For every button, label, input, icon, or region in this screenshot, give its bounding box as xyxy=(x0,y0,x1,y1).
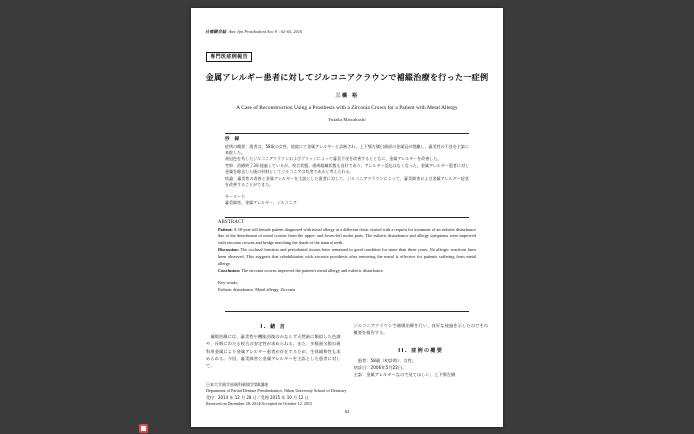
abstract-jp-paragraph: 考察：治療終了3年経過しているが、咬合状態、歯周組織状態も良好であり、アレルギー反応はなくなった。金属アレルギー患者に対し金属を除去した後の材料としてジルコニアは有用であると考えられる。 xyxy=(225,162,469,175)
page-title-en: A Case of Reconstruction Using a Prosthesis with a Zirconia Crown for a Patient with Metal Allergy xyxy=(236,105,458,111)
divider-middle xyxy=(225,217,469,218)
divider-top xyxy=(225,133,469,134)
keywords-jp-label: キーワード xyxy=(225,193,246,199)
divider-bottom xyxy=(225,311,469,312)
abstract-en-section xyxy=(218,227,476,248)
abstract-en-text: The occlusal function and periodontal tissues have remained in good condition for more than three years. No allergic reactions have been observed. This suggests that rehabilitation with zirconia prosthesis after removing the metal is effective for patients suffering from metal allergy. xyxy=(218,247,476,266)
section-heading-introduction: I. 緒 言 xyxy=(260,324,287,330)
section-heading-case-summary: II. 症例の概要 xyxy=(398,347,444,354)
keywords-en-value: Esthetic disturbance, Metal allergy, Zirconia xyxy=(218,286,296,292)
abstract-jp-paragraph: 症例の概要：患者は、58歳の女性。他院にて金属アレルギーと診断され、上下顎左側臼歯部の金属冠が脱離し、審美性の不良を主訴に来院した。 xyxy=(225,143,469,155)
running-head xyxy=(205,29,302,35)
body-column-left xyxy=(206,323,341,379)
abstract-en-heading: ABSTRACT xyxy=(218,220,245,225)
abstract-jp-paragraph: 結論：審美性の改善と金属アレルギーを主訴とした患者に対して、ジルコニアクラウンによって、審美障害および金属アレルギー症状を改善することができた。 xyxy=(225,175,469,188)
abstract-english xyxy=(218,220,476,294)
body-paragraph: 初診日：2006年5月22日。 xyxy=(353,365,407,371)
abstract-japanese xyxy=(225,136,469,207)
abstract-en-section xyxy=(218,247,476,268)
submission-dates-en: Received on December 28, 2014/Accepted on October 12, 2015 xyxy=(206,401,313,407)
submission-dates-jp: 受付：2014 年 12 月 28 日／受理 2015 年 10 月 12 日 xyxy=(206,394,309,400)
pdf-app-icon[interactable] xyxy=(139,424,148,433)
running-head-en: Ann Jpn Prosthodont Soc 8 : 62-65, 2016 xyxy=(228,29,303,34)
keywords-en-label: Key words: xyxy=(218,280,239,286)
abstract-en-label: Discussion: xyxy=(218,247,239,253)
footnote-block xyxy=(206,382,421,408)
body-paragraph-continuation: ジルコニアクラウンで補綴治療を行い、良好な経過を示したのでその概要を報告する。 xyxy=(353,324,488,337)
category-badge: 専門医症例報告 xyxy=(206,52,252,62)
body-paragraph: 患者：58歳（初診時）、女性。 xyxy=(357,358,417,364)
abstract-en-text: The zirconia crowns improved the patient's metal allergy and esthetic disturbance. xyxy=(240,267,384,273)
body-columns xyxy=(206,323,488,379)
keywords-en-block xyxy=(218,280,476,294)
page-title-jp: 金属アレルギー患者に対してジルコニアクラウンで補綴治療を行った一症例 xyxy=(205,72,489,82)
author-name-en: Yutaka Mitsuhashi xyxy=(328,117,366,122)
affiliation-en: Department of Partial Denture Prosthodontics, Nihon University School of Dentistry xyxy=(206,388,347,394)
column-spacer xyxy=(354,338,489,347)
abstract-jp-paragraph: 歯冠色を有したジルコニアクラウンおよびブリッジによって審美不良を改善するとともに、金属アレルギーを改善した。 xyxy=(225,156,442,162)
body-column-right xyxy=(354,323,489,379)
abstract-en-section xyxy=(218,268,476,275)
document-page xyxy=(191,8,503,427)
page-number: 62 xyxy=(344,409,350,414)
affiliation-jp: 日本大学歯学部歯科補綴学第II講座 xyxy=(206,382,269,387)
running-head-jp: 日補綴会誌 xyxy=(205,29,227,34)
keywords-jp-value: 審美障害、金属アレルギー、ジルコニア xyxy=(225,200,297,206)
abstract-jp-heading: 抄 録 xyxy=(225,137,241,142)
body-paragraph: 主訴：金属アレルギーなので見てほしい、上下顎左側 xyxy=(353,373,456,379)
document-glyph-icon xyxy=(141,426,146,431)
abstract-en-label: Patient: xyxy=(218,226,233,232)
abstract-en-label: Conclusion: xyxy=(218,267,241,273)
author-name-jp: 三橋 裕 xyxy=(335,93,359,99)
body-paragraph: 補綴治療には、審美性や機能回復のみならず天然歯に類似した色調や、長期にわたる咬合の安定性が求められる。また、多数歯欠損の歯科用金属により金属アレルギー患者が存在するため、生体親和性も求められる。今回、審美障害と金属アレルギーを主訴とした患者に対して、 xyxy=(206,335,341,370)
abstract-en-text: A 58-year-old female patient diagnosed with metal allergy at a different clinic visited with a request for treatment of an esthetic disturbance due to the detachment of metal crowns from the upper- and lower-left molar parts. The esthetic disturbance and allergy symptoms were improved with zirconia crowns and bridge matching the shade of the natural teeth. xyxy=(218,226,476,246)
